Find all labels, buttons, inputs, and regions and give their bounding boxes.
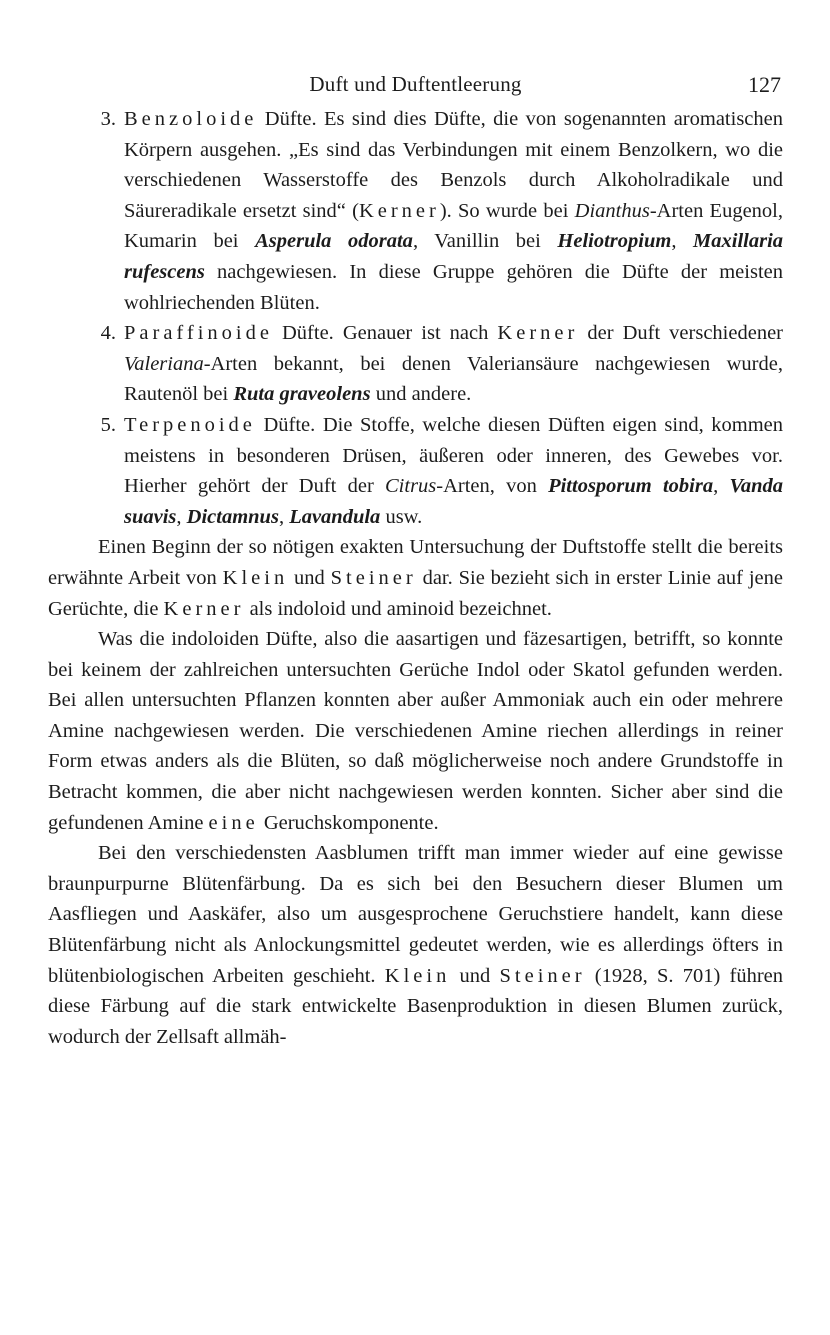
text-run: Düfte. Die Stoffe, welche diesen Düften eigen sind, kommen meistens in besonderen Drüsen, äußeren oder inneren, des Gewebes vor. Hierher gehört der Duft der (124, 413, 783, 498)
taxon-name: Asperula odorata (255, 230, 413, 253)
list-number: 5. (100, 413, 116, 436)
taxon-name: Citrus (385, 475, 437, 498)
spaced-term: Terpenoide (124, 413, 256, 436)
page-number: 127 (748, 72, 781, 97)
book-page (48, 70, 783, 1052)
text-run: ). So wurde bei (439, 199, 575, 222)
text-run: Was die indoloiden Düfte, also die aasartigen und fäzesartigen, betrifft, so konnte bei keinem der zahlreichen untersuchten Gerüche Indol oder Skatol gefunden werden. Bei allen untersuchten Pflanzen konnten aber außer Ammoniak auch ein oder mehrere Amine nachgewiesen werden. Die verschiedenen Amine riechen allerdings in reiner Form etwas anders als die Blüten, so daß möglicherweise noch andere Grundstoffe in Betracht kommen, die aber nicht nachgewiesen werden konnten. Sicher aber sind die gefundenen Amine (48, 628, 783, 834)
paragraph-aasblumen (48, 838, 783, 1052)
spaced-term: Paraffinoide (124, 322, 273, 345)
author-name: Steiner (499, 964, 586, 987)
text-run: Geruchskomponente. (258, 811, 439, 834)
text-run: , (713, 475, 730, 498)
taxon-name: Pittosporum tobira (548, 475, 714, 498)
list-number: 4. (100, 322, 116, 345)
paragraph-klein-steiner (48, 532, 783, 624)
text-run: und andere. (370, 383, 472, 406)
text-run: -Arten, von (436, 475, 549, 498)
text-run: dar. Sie bezieht sich in erster Linie auf jene Gerüchte, die (48, 566, 783, 620)
text-run: , (278, 505, 290, 528)
taxon-name: Maxillaria rufescens (124, 230, 784, 283)
taxon-name: Valeriana (124, 352, 204, 375)
running-title: Duft und Duftentleerung (309, 72, 522, 96)
taxon-name: Heliotropium (557, 230, 672, 253)
spaced-term: Benzoloide (124, 108, 258, 130)
list-item-text (124, 104, 783, 318)
text-run: , (176, 505, 187, 528)
text-run: der Duft verschiedener (578, 322, 784, 345)
taxon-name: Vanda suavis (124, 475, 783, 528)
author-name: Steiner (330, 566, 417, 589)
paragraph-indoloid (48, 624, 783, 838)
taxon-name: Dianthus (574, 199, 650, 222)
author-name: Kerner (497, 322, 579, 345)
text-run: -Arten bekannt, bei denen Valeriansäure nachgewiesen wurde, Rautenöl bei (124, 352, 783, 406)
author-name: Kerner (163, 597, 245, 620)
text-run: , Vanillin bei (412, 230, 558, 253)
text-run: und (450, 964, 500, 987)
list-item-paraffinoide (48, 318, 783, 410)
text-run: als indoloid und aminoid bezeichnet. (244, 597, 552, 620)
text-run: Düfte. Genauer ist nach (272, 322, 498, 345)
text-run: , (671, 230, 694, 253)
emphasized-word: eine (208, 811, 259, 834)
text-run: (1928, S. 701) führen diese Färbung auf die stark entwickelte Basenproduktion in diesen Blumen zurück, wodurch der Zellsaft allmäh- (48, 964, 784, 1048)
taxon-name: Lavandula (289, 505, 381, 528)
list-item-text (124, 318, 783, 410)
author-name: Klein (384, 964, 451, 987)
text-run: -Arten Eugenol, Kumarin bei (124, 199, 783, 253)
list-number: 3. (100, 108, 116, 130)
text-run: Bei den verschiedensten Aasblumen trifft man immer wieder auf eine gewisse braunpurpurne Blütenfärbung. Da es sich bei den Besuchern dieser Blumen um Aasfliegen und Aaskäfer, also um ausgesprochene Geruchstiere handelt, kann diese Blütenfärbung nicht als Anlockungsmittel gedeutet werden, wie es allerdings öfters in blütenbiologischen Arbeiten geschieht. (48, 842, 783, 987)
taxon-name: Dictamnus (186, 505, 279, 528)
text-run: nachgewiesen. In diese Gruppe gehören die Düfte der meisten wohlriechenden Blüten. (124, 260, 783, 314)
text-run: Einen Beginn der so nötigen exakten Untersuchung der Duftstoffe stellt die bereits erwähnte Arbeit von (48, 536, 783, 589)
list-item-terpenoide (48, 410, 783, 532)
taxon-name: Ruta graveolens (233, 383, 371, 406)
text-run: usw. (380, 505, 423, 528)
list-item-benzoloide (48, 104, 783, 318)
text-run: Düfte. Es sind dies Düfte, die von sogenannten aromatischen Körpern ausgehen. „Es sind das Verbindungen mit einem Benzolkern, wo die verschiedenen Wasserstoffe des Benzols durch Alkoholradikale und Säureradikale ersetzt sind“ ( (124, 108, 783, 222)
list-item-text (124, 410, 783, 532)
page-header (48, 70, 783, 104)
text-run: und (288, 566, 331, 589)
author-name: Klein (222, 566, 289, 589)
author-name: Kerner (358, 199, 440, 222)
